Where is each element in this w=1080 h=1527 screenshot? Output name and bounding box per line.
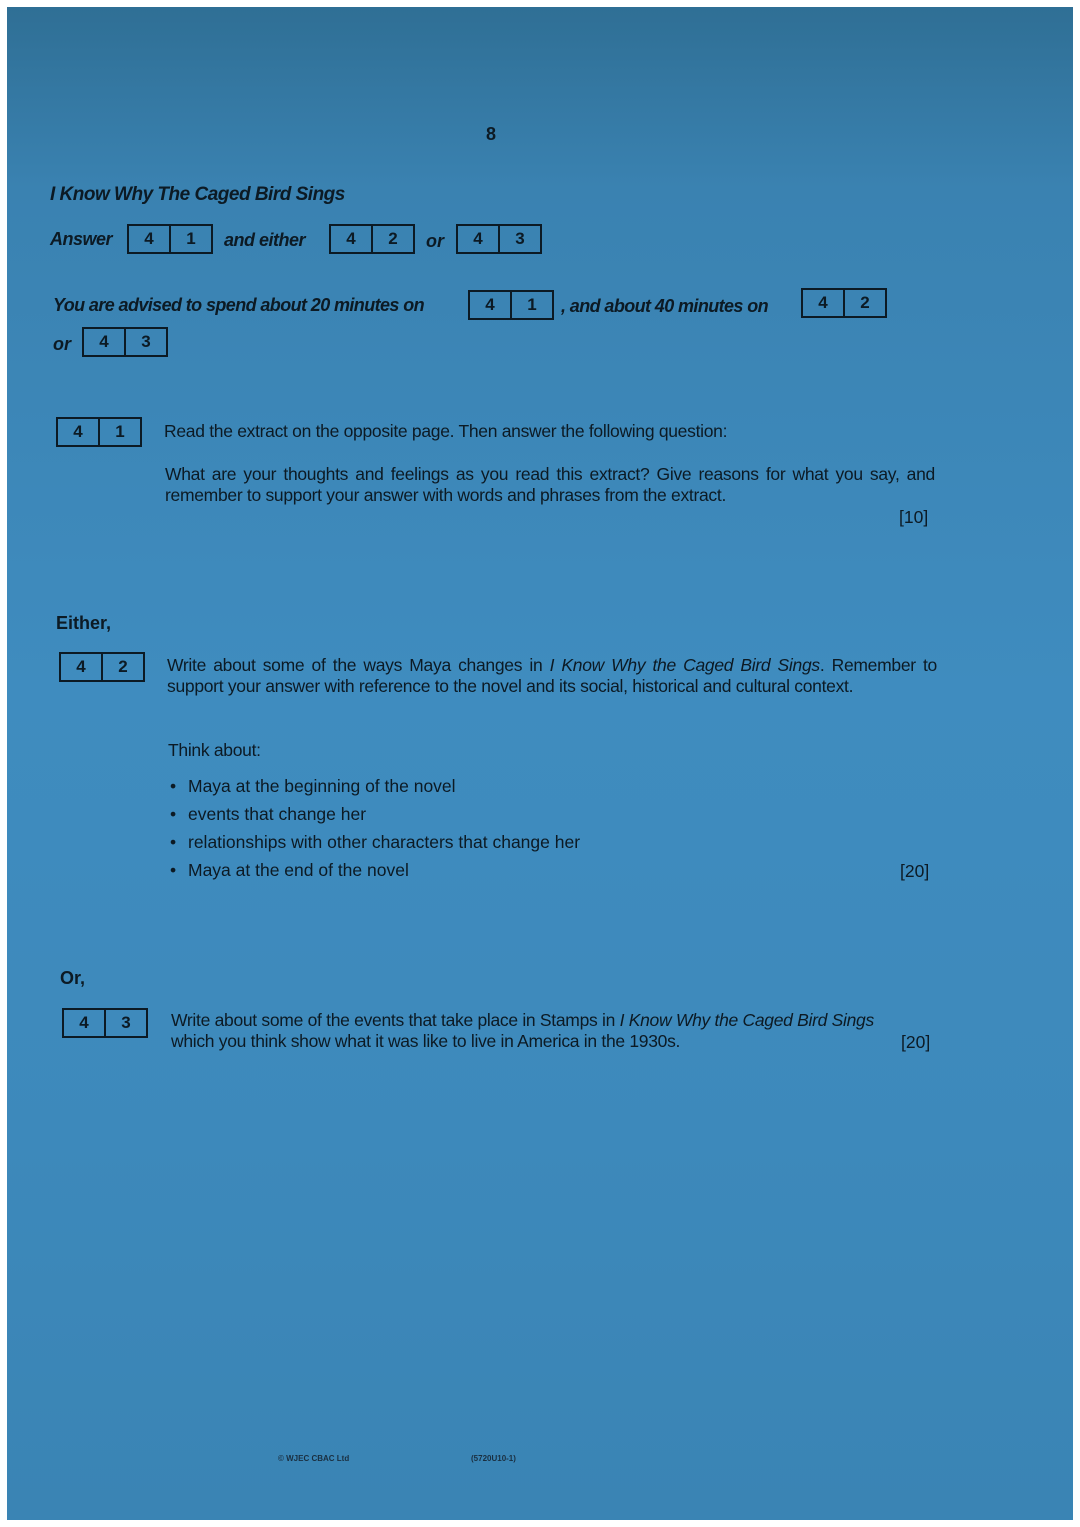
question-number-41 (56, 417, 142, 447)
footer-copyright: © WJEC CBAC Ltd (278, 1454, 350, 1463)
digit: 4 (79, 1013, 89, 1032)
answer-label: Answer (50, 229, 113, 249)
advised-text: You are advised to spend about 20 minutes on (53, 295, 425, 315)
digit: 3 (498, 226, 540, 252)
question-number-43 (62, 1008, 148, 1038)
q42-marks: [20] (900, 861, 930, 881)
and-about-text: , and about 40 minutes on (561, 296, 769, 316)
digit: 4 (485, 295, 495, 314)
footer-code: (5720U10-1) (471, 1454, 516, 1463)
question-box-42 (801, 288, 887, 318)
digit: 4 (76, 657, 86, 676)
list-item: • relationships with other characters that change her (168, 832, 580, 860)
text: which you think show what it was like to live in America in the 1930s. (171, 1031, 681, 1051)
novel-title: I Know Why the Caged Bird Sings (549, 655, 820, 675)
think-about-label: Think about: (168, 740, 261, 760)
digit: 1 (98, 419, 140, 445)
q42-question (167, 655, 937, 697)
think-about-list (168, 776, 580, 888)
list-item: • events that change her (168, 804, 580, 832)
digit: 4 (473, 229, 483, 248)
question-box-42 (329, 224, 415, 254)
text: Write about some of the ways Maya changes in (167, 655, 550, 675)
digit: 2 (371, 226, 413, 252)
list-item: • Maya at the beginning of the novel (168, 776, 580, 804)
digit: 4 (99, 332, 109, 351)
or-label: or (426, 231, 444, 251)
q43-marks: [20] (901, 1032, 931, 1052)
section-title: I Know Why The Caged Bird Sings (50, 184, 345, 205)
digit: 3 (124, 329, 166, 355)
digit: 2 (101, 654, 143, 680)
text: . Remember to support your answer with reference to the novel and its social, historical and cultural context. (167, 655, 937, 696)
question-box-43 (82, 327, 168, 357)
digit: 4 (144, 229, 154, 248)
digit: 4 (73, 422, 83, 441)
novel-title: I Know Why the Caged Bird Sings (619, 1010, 874, 1030)
page-number: 8 (486, 124, 497, 144)
question-number-42 (59, 652, 145, 682)
question-box-41 (468, 290, 554, 320)
digit: 4 (346, 229, 356, 248)
q41-question: What are your thoughts and feelings as you read this extract? Give reasons for what you say, and remember to support your answer with words and phrases from the extract. (165, 464, 935, 505)
digit: 1 (510, 292, 552, 318)
text: Write about some of the events that take place in Stamps in (171, 1010, 620, 1030)
digit: 1 (169, 226, 211, 252)
q41-marks: [10] (899, 507, 929, 527)
q41-instruction: Read the extract on the opposite page. Then answer the following question: (164, 421, 728, 441)
and-either-label: and either (224, 230, 306, 250)
digit: 2 (843, 290, 885, 316)
list-item: • Maya at the end of the novel (168, 860, 580, 888)
q43-question (171, 1010, 891, 1052)
digit: 4 (818, 293, 828, 312)
or-section-label: Or, (60, 968, 86, 988)
digit: 3 (104, 1010, 146, 1036)
or-label: or (53, 334, 71, 354)
either-label: Either, (56, 613, 112, 633)
question-box-43 (456, 224, 542, 254)
question-box-41 (127, 224, 213, 254)
